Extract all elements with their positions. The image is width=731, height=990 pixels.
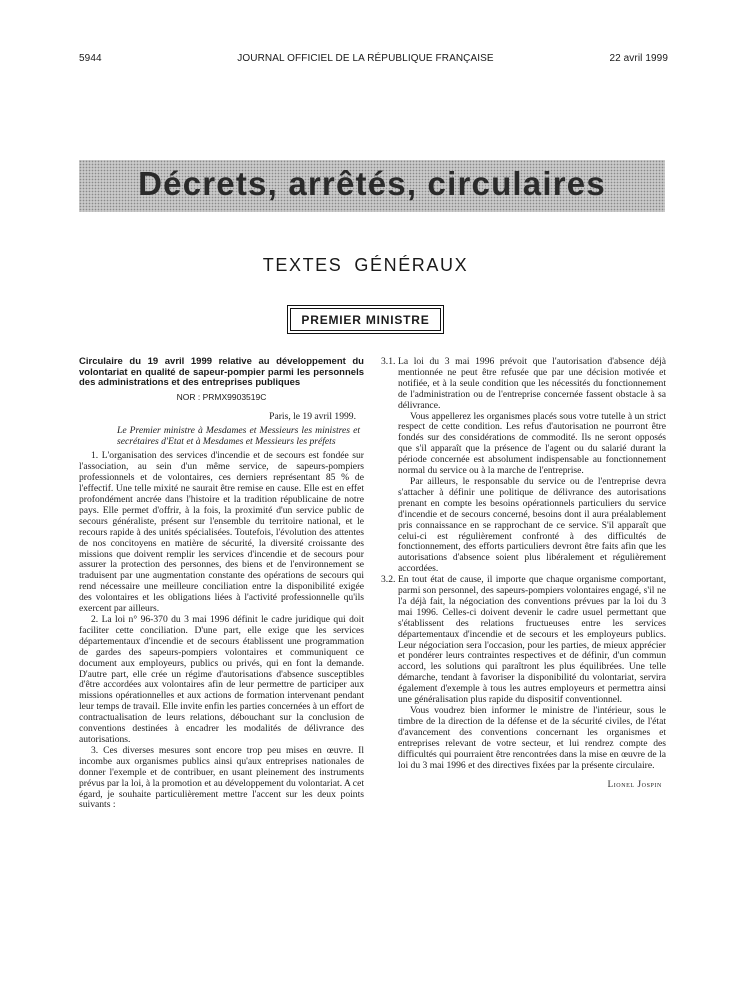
section-banner: [79, 160, 665, 212]
point-3-1-number: 3.1.: [381, 356, 396, 367]
closing-paragraph: Vous voudrez bien informer le ministre de l'intérieur, sous le timbre de la direction de la défense et de la sécurité civiles, de l'état d'avancement des conventions concernant les organismes et entreprises relevant de votre secteur, et lui rendrez compte des difficultés qui pourraient être rencontrées dans la mise en œuvre de la loi du 3 mai 1996 et des directives fixées par la présente circulaire.: [398, 705, 666, 771]
closing-block: [381, 706, 666, 771]
signature: Lionel Jospin: [607, 779, 662, 790]
circular-title: Circulaire du 19 avril 1999 relative au développement du volontariat en qualité de sapeur-pompier parmi les personnels des administrations et des entreprises publiques: [79, 356, 364, 389]
right-column: [381, 357, 666, 790]
paragraph-3: 3. Ces diverses mesures sont encore trop peu mises en œuvre. Il incombe aux organismes publics ainsi qu'aux entreprises nationales de donner l'exemple et de contribuer, en usant pleinement des instruments prévus par la loi, à la promotion et au développement du volontariat. A cet égard, je souhaite particulièrement mettre l'accent sur les deux points suivants :: [79, 744, 364, 811]
nor-reference: NOR : PRMX9903519C: [176, 391, 267, 402]
point-3-2-number: 3.2.: [381, 574, 396, 586]
addressee: Le Premier ministre à Mesdames et Messieurs les ministres et secrétaires d'Etat et à Mesdames et Messieurs les préfets: [117, 424, 360, 447]
point-3-2: [381, 575, 666, 706]
banner-title: Décrets, arrêtés, circulaires: [138, 165, 606, 202]
section-heading: [0, 255, 731, 276]
point-3-1-paragraph-2: Vous appellerez les organismes placés sous votre tutelle à un strict respect de cette condition. Les refus d'autorisation ne pourront être fondés sur des considérations de commodité. Ils ne seront opposés que s'il apparaît que la présence de l'agent ou du salarié durant la période concernée est absolument indispensable au fonctionnement normal du service ou à la marche de l'entreprise.: [398, 410, 666, 477]
paragraph-2: 2. La loi n° 96-370 du 3 mai 1996 définit le cadre juridique qui doit faciliter cette conciliation. D'une part, elle exige que les services départementaux d'incendie et de secours établissent une programmation de gardes des sapeurs-pompiers volontaires et communiquent ce document aux employeurs, publics ou privés, qui en font la demande. D'autre part, elle crée un régime d'autorisations d'absence susceptibles d'être accordées aux volontaires afin de leur permettre de participer aux missions opérationnelles et aux actions de formation intervenant pendant leur temps de travail. Elle invite enfin les parties concernées à un effort de contractualisation de leurs relations, débouchant sur la conclusion de conventions destinées à encadrer les modalités de délivrance des autorisations.: [79, 614, 364, 745]
left-column: [79, 357, 364, 811]
section-heading-word-1: TEXTES: [262, 255, 343, 275]
page-number: 5944: [79, 53, 102, 64]
ministry-box: [287, 305, 443, 334]
section-heading-word-2: GÉNÉRAUX: [354, 255, 469, 275]
point-3-2-text: En tout état de cause, il importe que chaque organisme comportant, parmi son personnel, des sapeurs-pompiers volontaires engagé, s'il ne l'a déjà fait, la négociation des conventions prévues par la loi du 3 mai 1996. Celles-ci doivent devenir le cadre usuel permettant que s'établissent des relations fructueuses entre les services départementaux d'incendie et de secours et les employeurs publics. Leur négociation sera l'occasion, pour les parties, de mieux apprécier et pondérer leurs contraintes respectives et de définir, d'un commun accord, les solutions qui paraîtront les plus équilibrées. Une telle démarche, tendant à favoriser la disponibilité du volontariat, servira également d'exemple à tous les autres employeurs et permettra ainsi une généralisation plus rapide du dispositif conventionnel.: [398, 574, 666, 706]
ministry-label: PREMIER MINISTRE: [290, 308, 440, 331]
point-3-1-continuation: [381, 412, 666, 576]
point-3-1-paragraph-3: Par ailleurs, le responsable du service ou de l'entreprise devra s'attacher à définir une politique de délivrance des autorisations prenant en compte les besoins opérationnels particuliers du service d'incendie et de secours concerné, besoins dont il aura préalablement pris connaissance en se rapprochant de ce service. S'il apparaît que celui-ci est régulièrement confronté à des difficultés de fonctionnement, des efforts particuliers devront être faits afin que les autorisations d'absence soient plus libéralement et régulièrement accordées.: [398, 475, 666, 575]
ministry-box-wrapper: [0, 305, 731, 334]
journal-title: JOURNAL OFFICIEL DE LA RÉPUBLIQUE FRANÇAISE: [237, 53, 494, 64]
publication-date: 22 avril 1999: [609, 53, 668, 64]
point-3-1-text: La loi du 3 mai 1996 prévoit que l'autorisation d'absence déjà mentionnée ne peut être refusée que par une décision motivée et notifiée, et à la seule condition que les nécessités du fonctionnement de l'administration ou de l'entreprise concernée fassent obstacle à sa délivrance.: [398, 356, 666, 411]
paragraph-1: 1. L'organisation des services d'incendie et de secours est fondée sur l'association, au sein d'un même service, de sapeurs-pompiers professionnels et de volontaires, ces derniers représentant 85 % de l'effectif. Une telle mixité ne saurait être remise en cause. Elle est en effet profondément ancrée dans l'histoire et la tradition républicaine de notre pays. Elle permet d'offrir, à la fois, la proximité d'un service public de secours généraliste, présent sur l'ensemble du territoire national, et le recours rapide à des unités spécialisées. Toutefois, l'évolution des attentes de nos concitoyens en matière de sécurité, la diversité croissante des missions que doivent remplir les services d'incendie et de secours pour assurer la protection des personnes, des biens et de l'environnement se traduisent par une augmentation constante des opérations de secours qui rend nécessaire une meilleure conciliation entre la disponibilité exigée des volontaires et les obligations liées à l'activité professionnelle qu'ils exercent par ailleurs.: [79, 450, 364, 615]
point-3-1: [381, 357, 666, 412]
place-date: Paris, le 19 avril 1999.: [269, 410, 356, 422]
